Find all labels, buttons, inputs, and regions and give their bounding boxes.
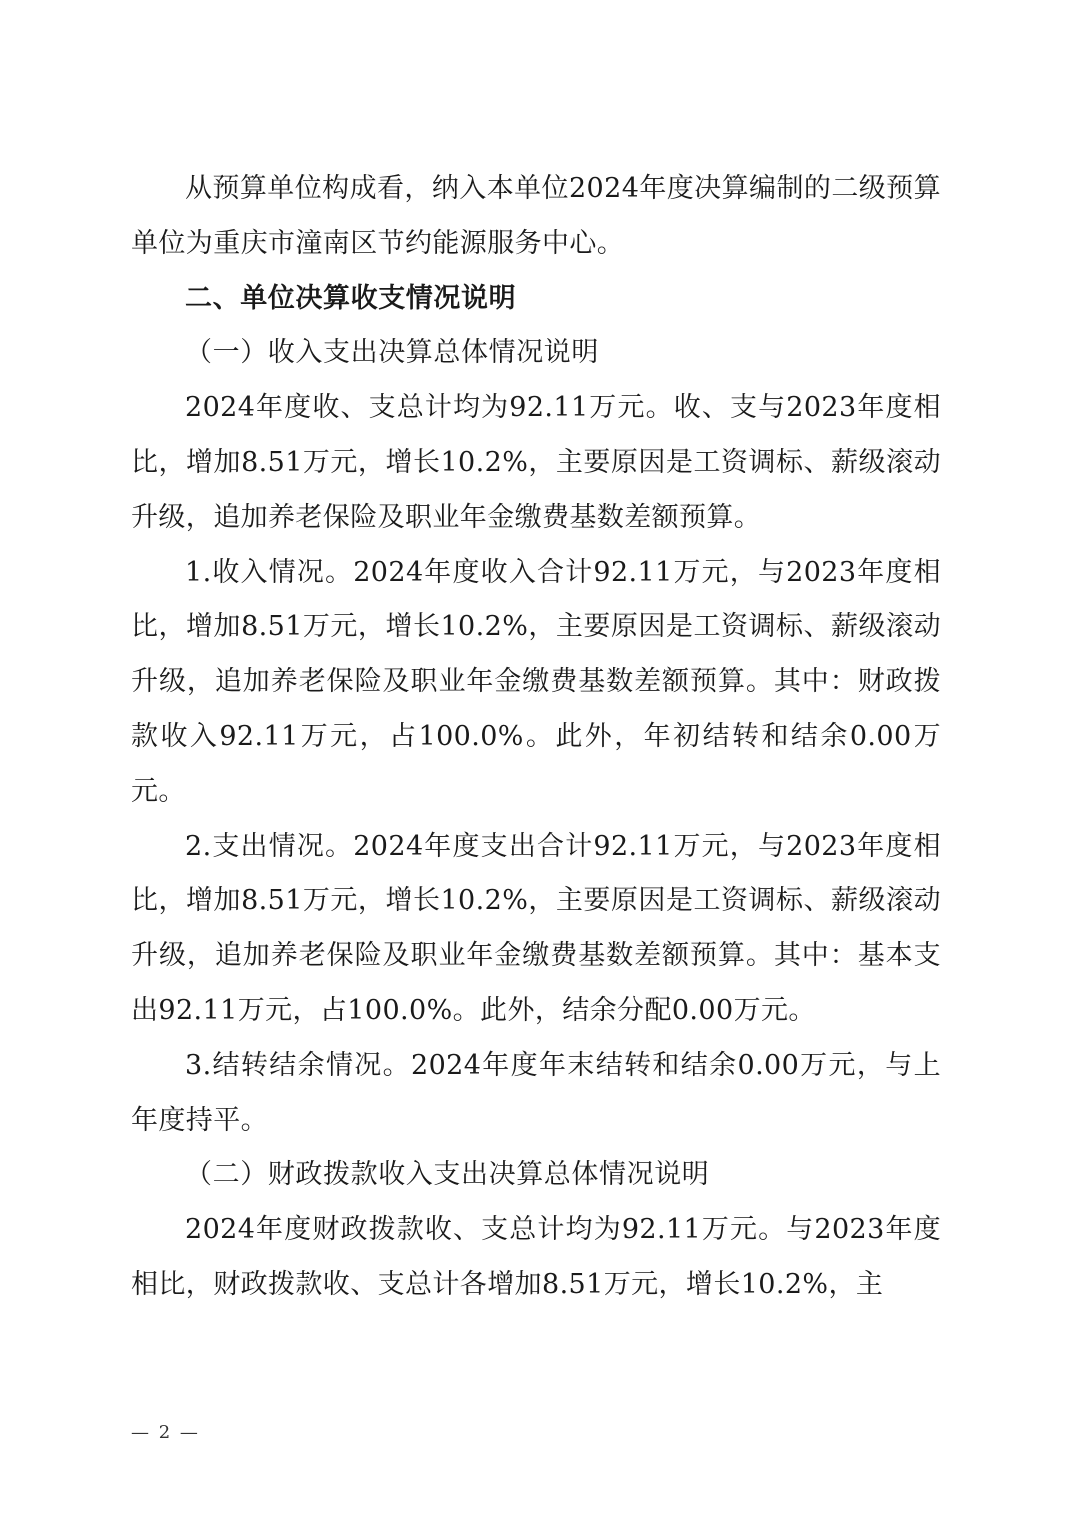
paragraph-budget-units: 从预算单位构成看，纳入本单位2024年度决算编制的二级预算单位为重庆市潼南区节约能源服务中心。 — [131, 173, 941, 259]
subheading-fiscal-appropriation: （二）财政拨款收入支出决算总体情况说明 — [185, 1159, 710, 1191]
paragraph-carryover: 3.结转结余情况。2024年度年末结转和结余0.00万元，与上年度持平。 — [131, 1049, 941, 1136]
section-heading-revenue-expenditure: 二、单位决算收支情况说明 — [185, 282, 517, 314]
paragraph-total-summary: 2024年度收、支总计均为92.11万元。收、支与2023年度相比，增加8.51万元，增长10.2%，主要原因是工资调标、薪级滚动升级，追加养老保险及职业年金缴费基数差额预算。 — [131, 392, 941, 533]
paragraph-expenditure: 2.支出情况。2024年度支出合计92.11万元，与2023年度相比，增加8.51万元，增长10.2%，主要原因是工资调标、薪级滚动升级，追加养老保险及职业年金缴费基数差额预算。其中：基本支出92.11万元，占100.0%。此外，结余分配0.00万元。 — [131, 830, 941, 1026]
subheading-overall-summary: （一）收入支出决算总体情况说明 — [185, 337, 599, 369]
paragraph-income: 1.收入情况。2024年度收入合计92.11万元，与2023年度相比，增加8.51万元，增长10.2%，主要原因是工资调标、薪级滚动升级，追加养老保险及职业年金缴费基数差额预算。其中：财政拨款收入92.11万元，占100.0%。此外，年初结转和结余0.00万元。 — [131, 556, 941, 807]
document-body — [131, 162, 941, 1313]
page-number: — 2 — — [131, 1422, 200, 1443]
paragraph-fiscal-summary: 2024年度财政拨款收、支总计均为92.11万元。与2023年度相比，财政拨款收、支总计各增加8.51万元，增长10.2%，主 — [131, 1214, 941, 1300]
